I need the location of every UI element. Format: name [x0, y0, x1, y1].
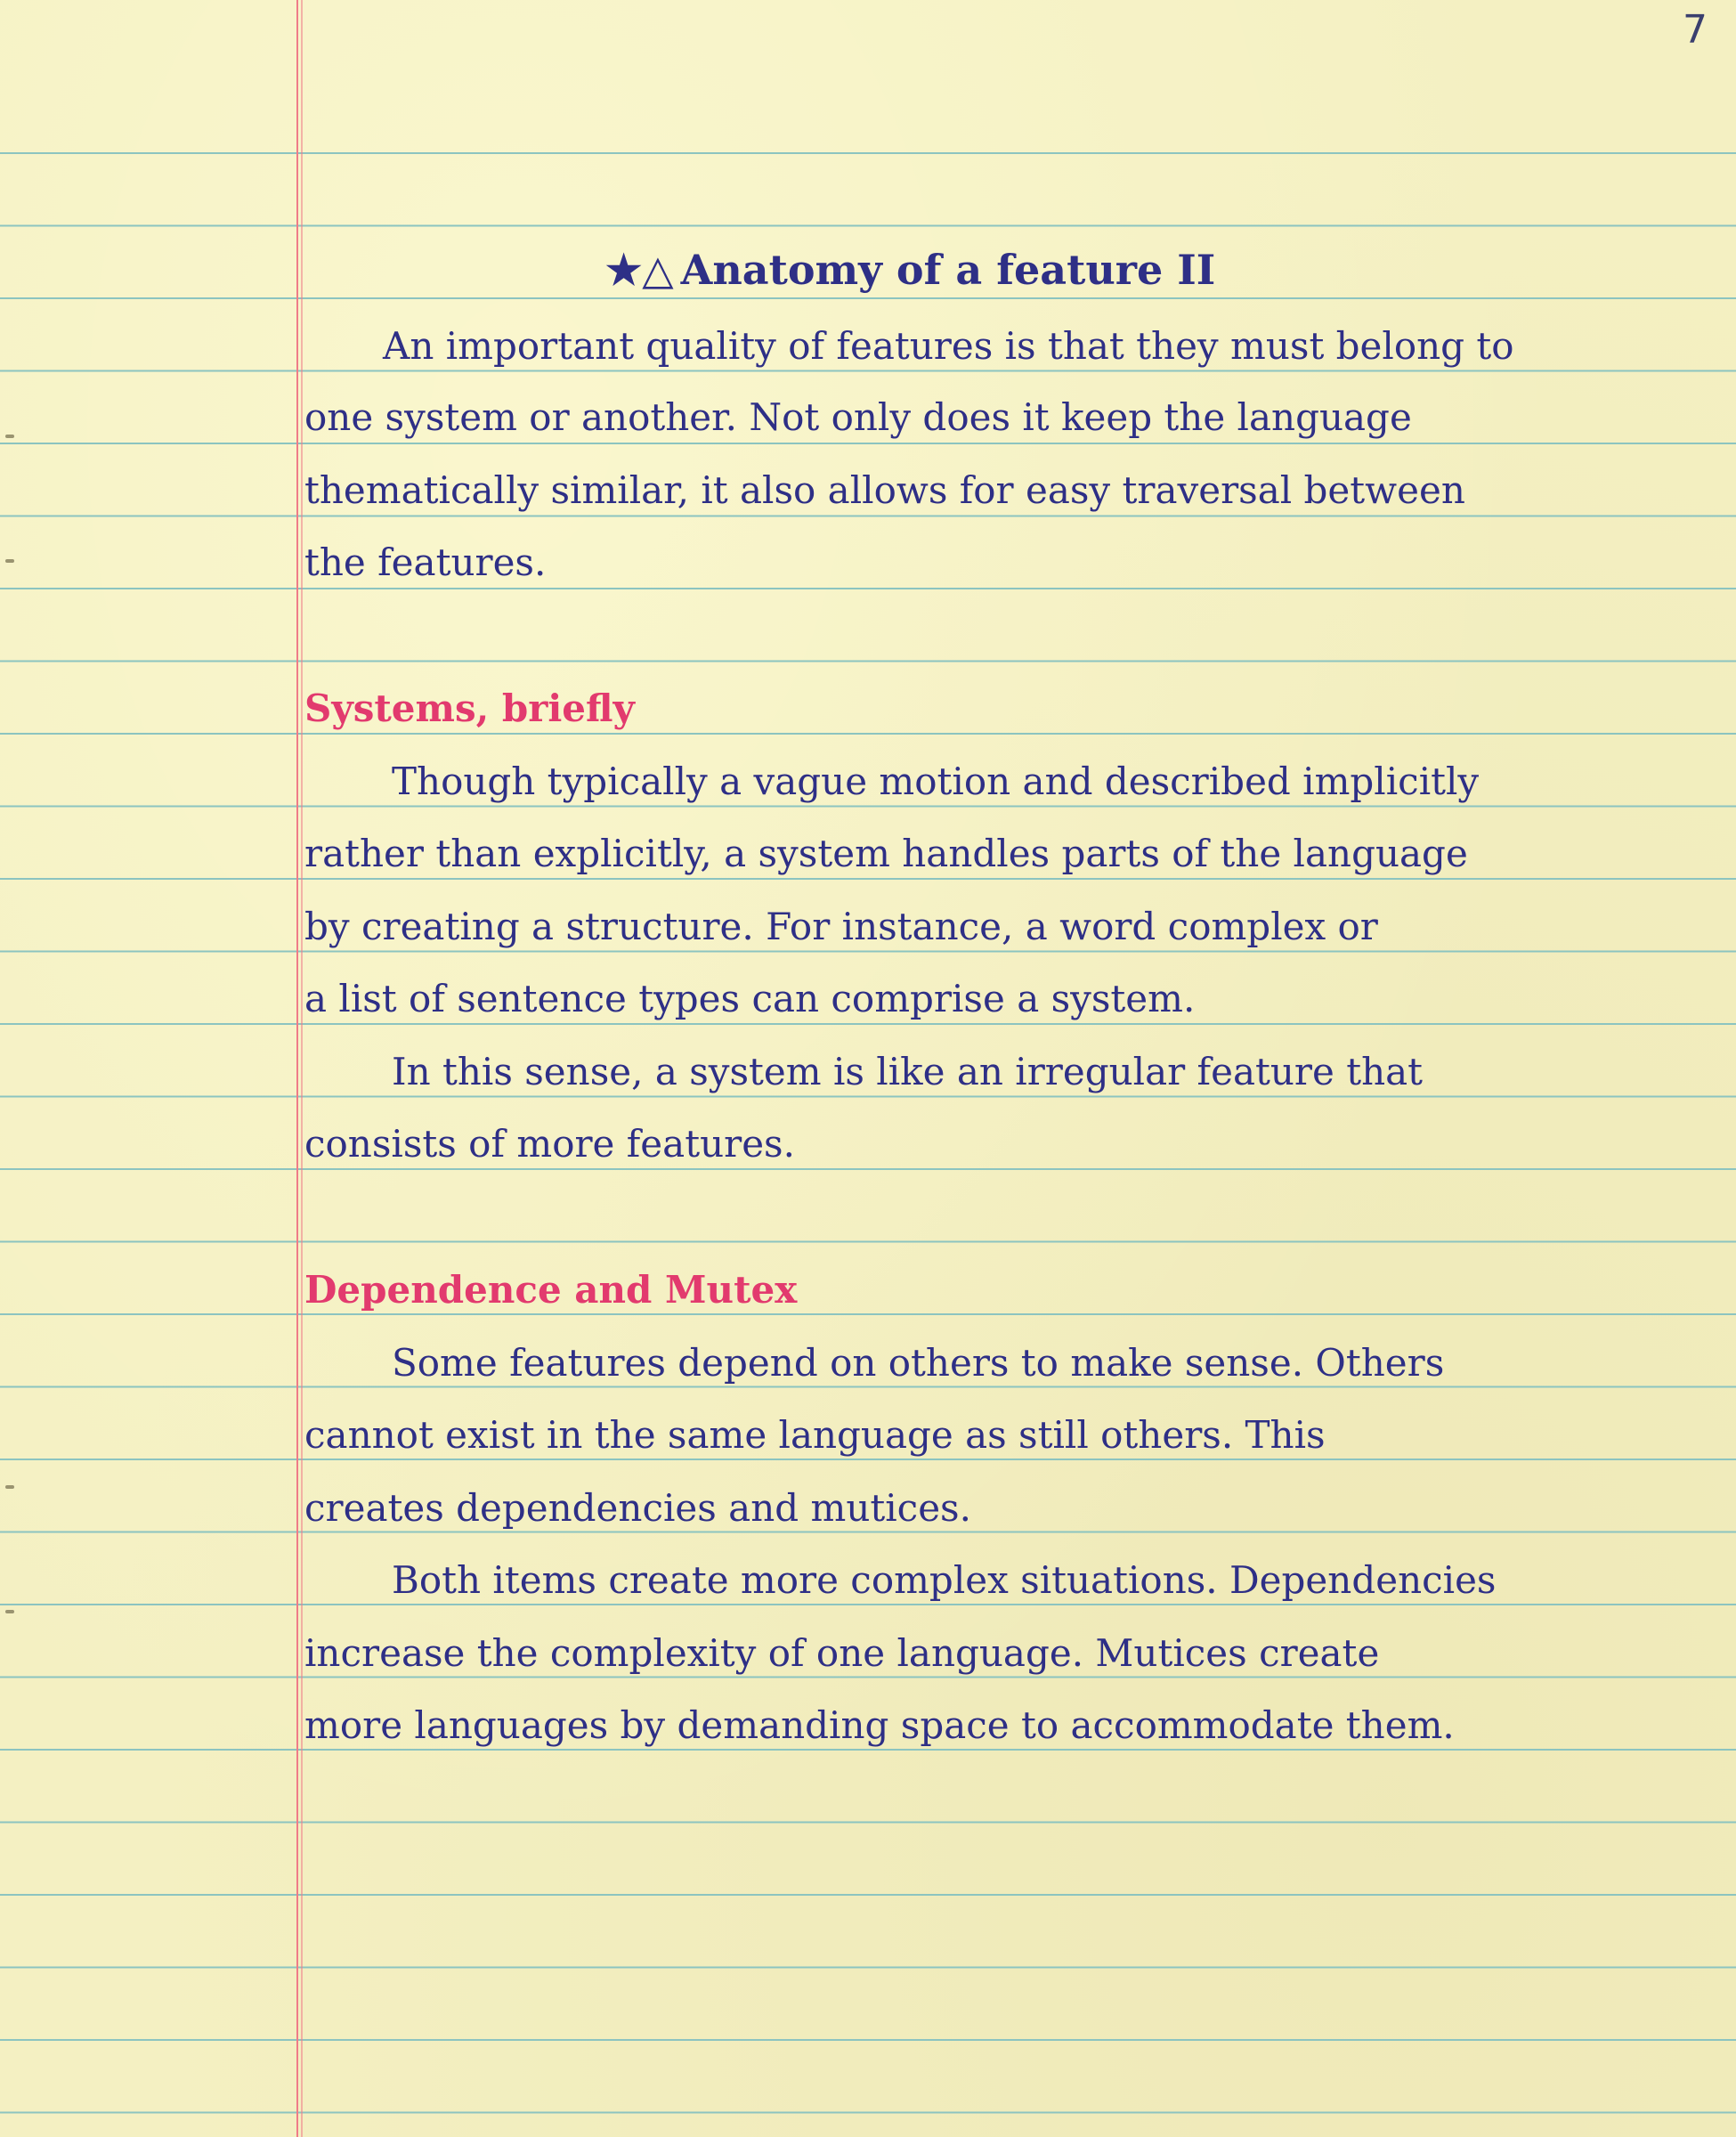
systems-line-5: In this sense, a system is like an irregular feature that — [392, 1050, 1424, 1093]
intro-line-4: the features. — [304, 540, 547, 584]
dependence-line-3: creates dependencies and mutices. — [304, 1486, 971, 1530]
margin-line — [296, 0, 298, 2137]
intro-line-1: An important quality of features is that they must belong to — [383, 324, 1514, 368]
dependence-line-6: more languages by demanding space to accommodate them. — [304, 1703, 1455, 1747]
page-title-text: Anatomy of a feature II — [680, 246, 1216, 294]
section-heading-dependence: Dependence and Mutex — [304, 1268, 798, 1312]
systems-line-1: Though typically a vague motion and described implicitly — [392, 760, 1480, 803]
dependence-line-2: cannot exist in the same language as still others. This — [304, 1413, 1326, 1457]
punch-mark — [5, 435, 14, 438]
punch-mark — [5, 1610, 14, 1613]
systems-line-3: by creating a structure. For instance, a word complex or — [304, 905, 1378, 948]
intro-line-3: thematically similar, it also allows for easy traversal between — [304, 468, 1465, 512]
dependence-line-4: Both items create more complex situations. Dependencies — [392, 1558, 1497, 1602]
dependence-line-5: increase the complexity of one language. Mutices create — [304, 1631, 1380, 1675]
punch-mark — [5, 559, 14, 563]
systems-line-6: consists of more features. — [304, 1122, 795, 1166]
section-heading-systems: Systems, briefly — [304, 687, 635, 730]
page-title — [605, 246, 1216, 294]
systems-line-2: rather than explicitly, a system handles parts of the language — [304, 832, 1468, 875]
punch-mark — [5, 1485, 14, 1489]
intro-line-2: one system or another. Not only does it keep the language — [304, 395, 1412, 439]
systems-line-4: a list of sentence types can comprise a system. — [304, 977, 1196, 1020]
dependence-line-1: Some features depend on others to make sense. Others — [392, 1341, 1445, 1385]
star-triangle-marks: ★△ — [605, 246, 674, 294]
page-number: 7 — [1683, 7, 1708, 53]
